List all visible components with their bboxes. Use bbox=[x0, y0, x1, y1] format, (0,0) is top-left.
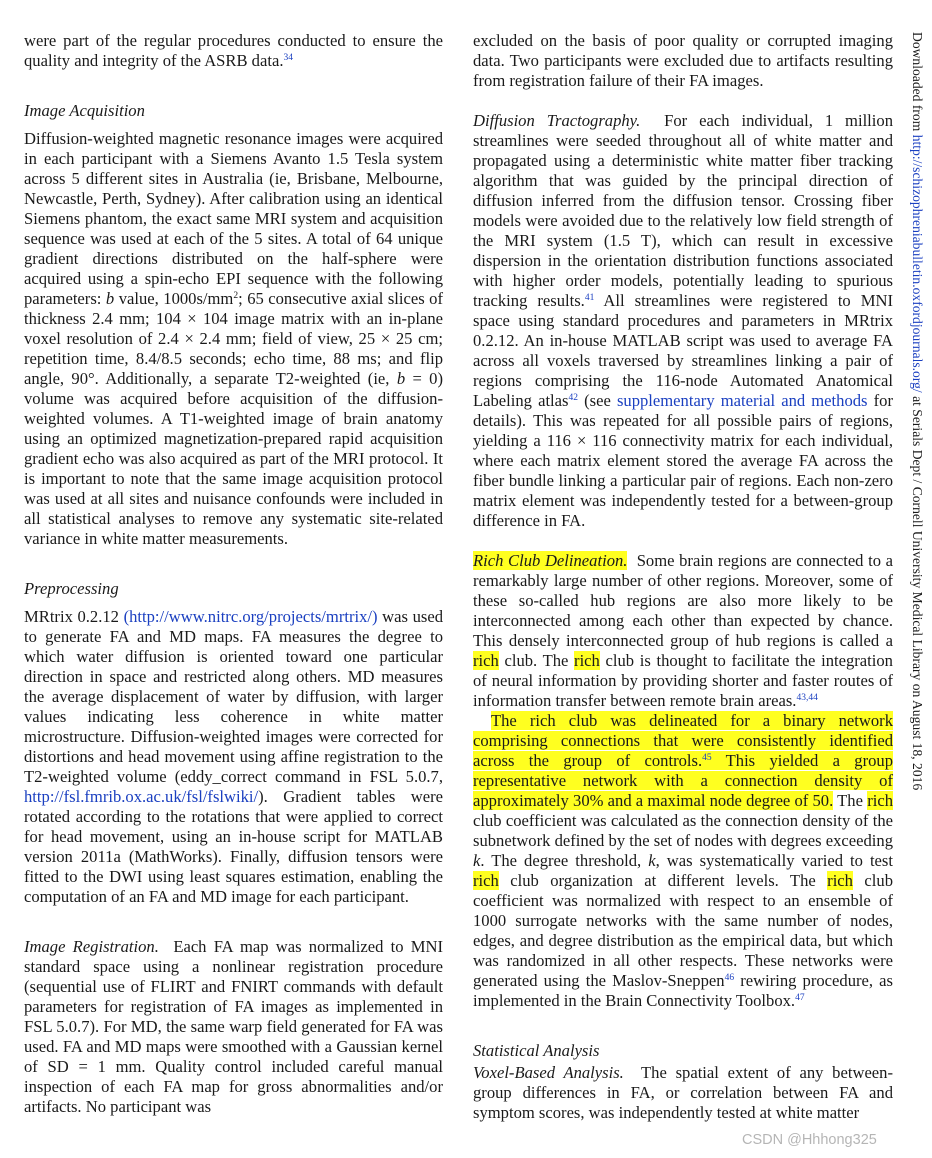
left-column bbox=[24, 31, 443, 1117]
journal-link[interactable]: http://schizophreniabulletin.oxfordjournals.org/ bbox=[910, 134, 925, 393]
rich-club-paragraph-2: The rich club was delineated for a binary network comprising connections that were consistently identified across the group of controls.$^{45}$ This yielded a group representative network with a connection density of approximately 30% and a maximal node degree of 50. The rich club coefficient was calculated as the connection density of the subnetwork defined by the set of nodes with degrees exceeding k. The degree threshold, k, was systematically varied to test rich club organization at different levels. The rich club coefficient was normalized with respect to an ensemble of 1000 surrogate networks with the same number of nodes, edges, and degree distribution as the empirical data, but which was randomized in all other respects. These networks were generated using the Maslov-Sneppen$^{46}$ rewiring procedure, as implemented in the Brain Connectivity Toolbox.$^{47}$ bbox=[473, 711, 893, 1010]
right-column bbox=[473, 31, 893, 1123]
reference-42[interactable]: 42 bbox=[568, 393, 578, 403]
reference-34[interactable]: 34 bbox=[283, 53, 293, 63]
diffusion-tractography-heading: Diffusion Tractography. bbox=[473, 111, 641, 130]
watermark: CSDN @Hhhong325 bbox=[742, 1132, 877, 1148]
preprocessing-paragraph: MRtrix 0.2.12 (http://www.nitrc.org/projects/mrtrix/) was used to generate FA and MD maps. FA measures the degree to which water diffusion is oriented toward one particular direction in space and restricted along others. MD measures the average displacement of water by diffusion, with larger values indicating less coherence in white matter microstructure. Diffusion-weighted images were corrected for distortions and head movement using affine registration to the T2-weighted volume (eddy_correct command in FSL 5.0.7, http://fsl.fmrib.ox.ac.uk/fsl/fslwiki/). Gradient tables were rotated according to the rotations that were applied to correct for head movement, using an in-house script for MATLAB version 2011a (MathWorks). Finally, diffusion tensors were fitted to the DWI using least squares estimation, enabling the computation of an FA and MD image for each participant. bbox=[24, 607, 443, 906]
image-registration-heading: Image Registration. bbox=[24, 937, 159, 956]
reference-46[interactable]: 46 bbox=[724, 973, 735, 983]
rich-club-paragraph-1: Rich Club Delineation. Some brain regions are connected to a remarkably large number of other regions. Moreover, some of these so-called hub regions are also more likely to be interconnected among each other than expected by chance. This densely interconnected group of hub regions is called a rich club. The rich club is thought to facilitate the integration of neural information by providing shorter and faster routes of information transfer between remote brain areas.$^{43,44}$ bbox=[473, 551, 894, 710]
reference-45[interactable]: 45 bbox=[702, 753, 712, 763]
reference-47[interactable]: 47 bbox=[795, 993, 805, 1003]
statistical-analysis-heading: Statistical Analysis bbox=[473, 1041, 600, 1060]
voxel-based-analysis-heading: Voxel-Based Analysis. bbox=[473, 1063, 624, 1082]
intro-paragraph: were part of the regular procedures conducted to ensure the quality and integrity of the ASRB data.$^{34}$ bbox=[24, 31, 443, 70]
voxel-based-analysis-paragraph: Voxel-Based Analysis. The spatial extent of any between-group differences in FA, or correlation between FA and symptom scores, was independently tested at white matter bbox=[473, 1063, 893, 1122]
mrtrix-link[interactable]: (http://www.nitrc.org/projects/mrtrix/) bbox=[123, 607, 378, 626]
fsl-link[interactable]: http://fsl.fmrib.ox.ac.uk/fsl/fslwiki/ bbox=[24, 787, 259, 806]
image-acquisition-paragraph: Diffusion-weighted magnetic resonance images were acquired in each participant with a Siemens Avanto 1.5 Tesla system across 5 different sites in Australia (ie, Brisbane, Melbourne, Newcastle, Perth, Sydney). After calibration using an identical Siemens phantom, the exact same MRI system and acquisition sequence was used at each of the 5 sites. A total of 64 unique gradient directions distributed on the half-sphere were acquired using a spin-echo EPI sequence with the following parameters: b value, $1000s/mm^2$; 65 consecutive axial slices of thickness 2.4 mm; 104 × 104 image matrix with an in-plane voxel resolution of 2.4 × 2.4 mm; field of view, 25 × 25 cm; repetition time, 8.4/8.5 seconds; echo time, 88 ms; and flip angle, 90°. Additionally, a separate T2-weighted (ie, b = 0) volume was acquired before acquisition of the diffusion-weighted volumes. A T1-weighted image of brain anatomy using an optimized magnetization-prepared rapid acquisition gradient echo was also acquired as part of the MRI protocol. It is important to note that the same image acquisition protocol was used at all sites and nuisance confounds were included in all statistical analyses to remove any systematic site-related variance in white matter measurements. bbox=[24, 129, 443, 548]
preprocessing-heading: Preprocessing bbox=[24, 579, 119, 598]
download-side-note: Downloaded from http://schizophreniabulletin.oxfordjournals.org/ at Serials Dept / Cornell University Medical Library on August 18, 2016 bbox=[910, 32, 925, 791]
image-acquisition-heading: Image Acquisition bbox=[24, 101, 145, 120]
image-registration-paragraph: Image Registration. Each FA map was normalized to MNI standard space using a nonlinear registration procedure (sequential use of FLIRT and FNIRT commands with default parameters for registration of FA images as implemented in FSL 5.0.7). For MD, the same warp field generated for FA was used. FA and MD maps were smoothed with a Gaussian kernel of SD = 1 mm. Quality control included careful manual inspection of each FA map for gross abnormalities and/or artifacts. No participant was bbox=[24, 937, 444, 1116]
reference-41[interactable]: 41 bbox=[584, 293, 595, 303]
highlighted-sentence: The rich club was delineated for a binary network comprising connections that were consistently identified across the group of controls.$^{45}$ This yielded a group representative network with a connection density of approximately 30% and a maximal node degree of 50. bbox=[473, 711, 893, 810]
continuation-paragraph: excluded on the basis of poor quality or corrupted imaging data. Two participants were excluded due to artifacts resulting from registration failure of their FA images. bbox=[473, 31, 893, 90]
reference-43-44[interactable]: 43,44 bbox=[796, 693, 818, 703]
supplementary-link[interactable]: supplementary material and methods bbox=[616, 391, 868, 410]
rich-club-heading: Rich Club Delineation. bbox=[473, 551, 628, 570]
diffusion-tractography-paragraph: Diffusion Tractography. For each individual, 1 million streamlines were seeded throughout all of white matter and propagated using a deterministic white matter fiber tracking algorithm that was guided by the principal direction of diffusion inferred from the diffusion tensor. Crossing fiber models were avoided due to the relatively low field strength of the MRI system (1.5 T), which can result in excessive dispersion in the orientation distribution functions associated with higher order models, potentially leading to spurious tracking results.$^{41}$ All streamlines were registered to MNI space using standard procedures and parameters in MRtrix 0.2.12. An in-house MATLAB script was used to average FA across all voxels traversed by streamlines linking a pair of regions comprising the 116-node Automated Anatomical Labeling atlas$^{42}$ (see supplementary material and methods for details). This was repeated for all possible pairs of regions, yielding a 116 × 116 connectivity matrix for each individual, where each matrix element stored the average FA across the fiber bundle linking a particular pair of regions. Each non-zero matrix element was independently tested for a between-group difference in FA. bbox=[473, 111, 893, 530]
